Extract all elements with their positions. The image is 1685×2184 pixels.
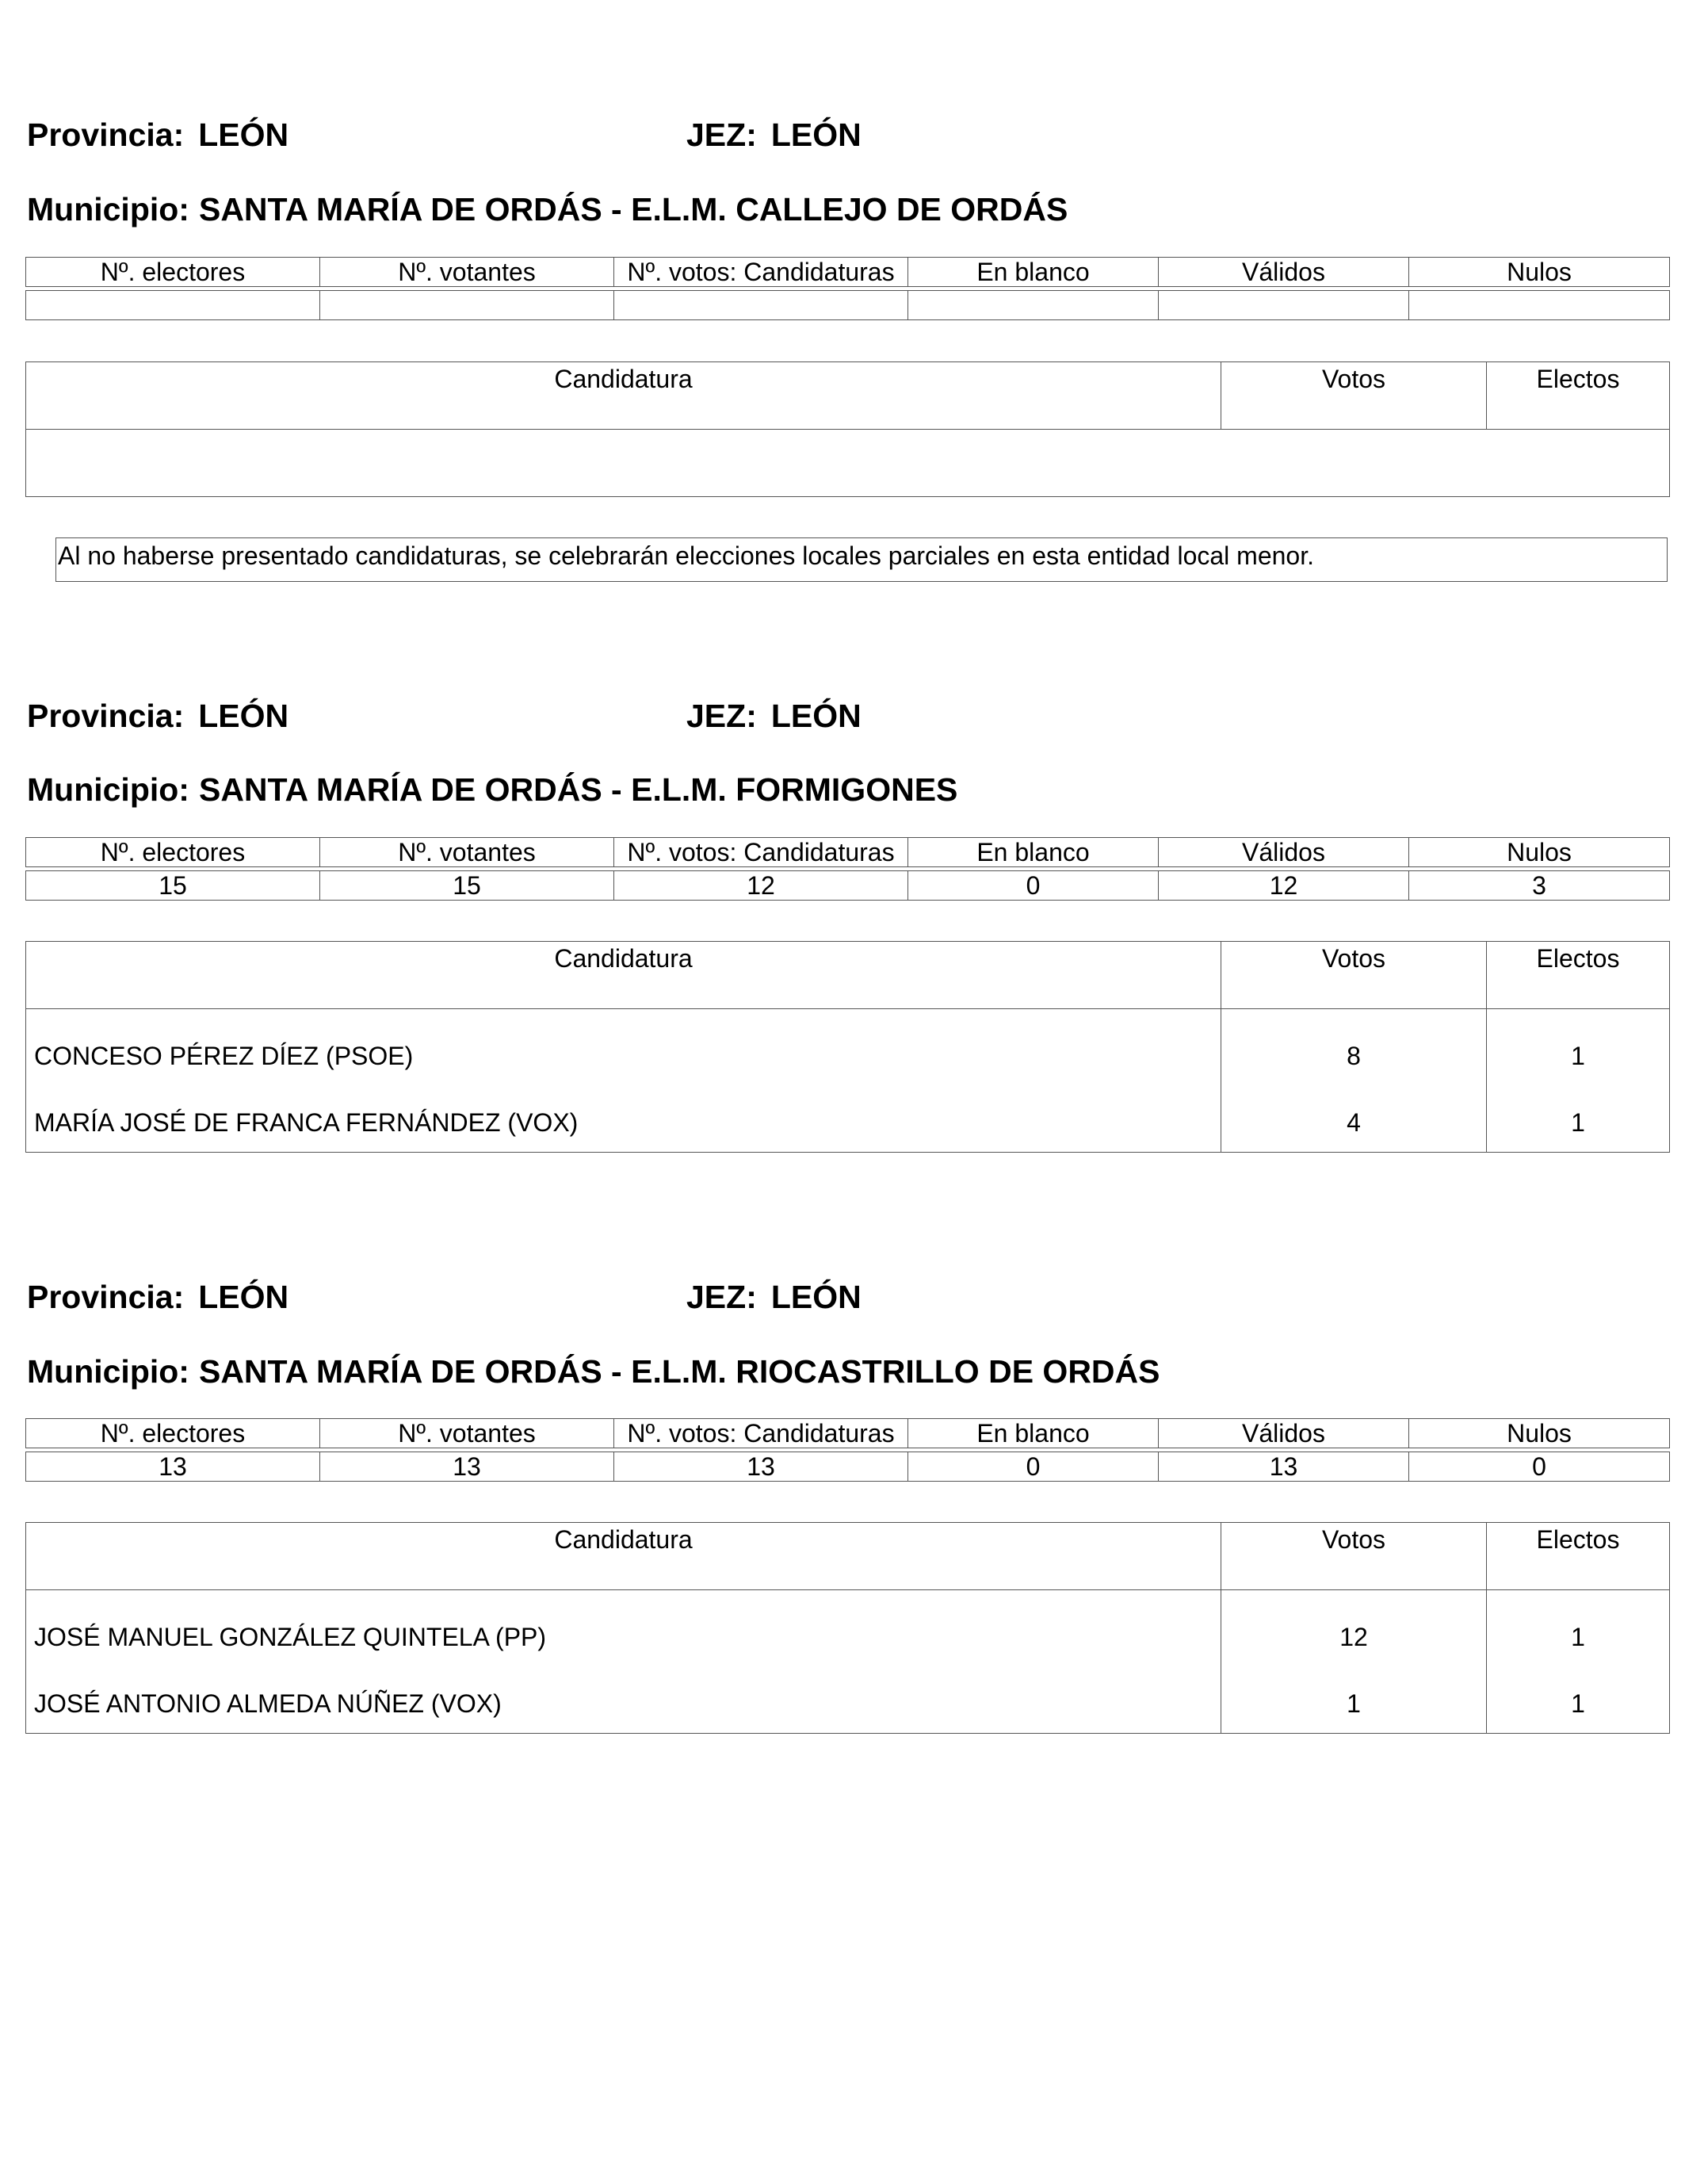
provincia-header xyxy=(27,119,288,151)
header-electos: Electos xyxy=(1487,1523,1670,1590)
header-votos-candidaturas: Nº. votos: Candidaturas xyxy=(614,1419,908,1448)
candidaturas-table xyxy=(25,1522,1670,1734)
municipio-label: Municipio: xyxy=(27,771,189,808)
candidaturas-header-row xyxy=(26,1523,1670,1590)
stats-header-row xyxy=(26,838,1670,867)
candidaturas-table xyxy=(25,361,1670,497)
value-votantes xyxy=(320,291,614,320)
stats-header-row xyxy=(26,258,1670,287)
header-en-blanco: En blanco xyxy=(908,838,1159,867)
value-en-blanco: 0 xyxy=(908,871,1159,901)
header-votos-candidaturas: Nº. votos: Candidaturas xyxy=(614,838,908,867)
value-electores: 15 xyxy=(26,871,320,901)
jez-label: JEZ: xyxy=(686,117,757,153)
municipio-value: SANTA MARÍA DE ORDÁS - E.L.M. FORMIGONES xyxy=(198,771,958,808)
provincia-label: Provincia: xyxy=(27,117,185,153)
value-en-blanco: 0 xyxy=(908,1452,1159,1482)
municipio-header xyxy=(27,1353,1160,1390)
header-candidatura: Candidatura xyxy=(26,942,1221,1009)
candidato-electos: 1 xyxy=(1487,1590,1670,1667)
value-electores xyxy=(26,291,320,320)
candidato-row xyxy=(26,1666,1670,1734)
stats-table xyxy=(25,1418,1670,1482)
header-candidatura: Candidatura xyxy=(26,1523,1221,1590)
stats-value-row xyxy=(26,291,1670,320)
value-votos-candidaturas: 12 xyxy=(614,871,908,901)
value-validos xyxy=(1159,291,1409,320)
header-validos: Válidos xyxy=(1159,838,1409,867)
candidato-nombre: JOSÉ MANUEL GONZÁLEZ QUINTELA (PP) xyxy=(26,1590,1221,1667)
header-votos-candidaturas: Nº. votos: Candidaturas xyxy=(614,258,908,287)
provincia-value: LEÓN xyxy=(198,698,289,734)
stats-header-row xyxy=(26,1419,1670,1448)
header-validos: Válidos xyxy=(1159,1419,1409,1448)
notice-box: Al no haberse presentado candidaturas, se celebrarán elecciones locales parciales en esta entidad local menor. xyxy=(55,537,1668,582)
provincia-header xyxy=(27,1281,288,1314)
candidaturas-table xyxy=(25,941,1670,1153)
header-votos: Votos xyxy=(1221,1523,1487,1590)
header-nulos: Nulos xyxy=(1409,258,1670,287)
candidato-votos: 12 xyxy=(1221,1590,1487,1667)
municipio-label: Municipio: xyxy=(27,191,189,228)
jez-label: JEZ: xyxy=(686,698,757,734)
candidaturas-header-row xyxy=(26,362,1670,430)
header-nulos: Nulos xyxy=(1409,838,1670,867)
candidato-row xyxy=(26,1590,1670,1667)
header-candidatura: Candidatura xyxy=(26,362,1221,430)
header-votantes: Nº. votantes xyxy=(320,1419,614,1448)
candidato-nombre: JOSÉ ANTONIO ALMEDA NÚÑEZ (VOX) xyxy=(26,1666,1221,1734)
candidato-electos: 1 xyxy=(1487,1085,1670,1153)
municipio-header xyxy=(27,193,1068,226)
header-votantes: Nº. votantes xyxy=(320,258,614,287)
provincia-label: Provincia: xyxy=(27,698,185,734)
provincia-value: LEÓN xyxy=(198,1279,289,1315)
candidato-electos: 1 xyxy=(1487,1666,1670,1734)
candidato-votos: 4 xyxy=(1221,1085,1487,1153)
header-votos: Votos xyxy=(1221,362,1487,430)
jez-header xyxy=(686,1281,862,1314)
stats-value-row xyxy=(26,871,1670,901)
candidato-nombre: MARÍA JOSÉ DE FRANCA FERNÁNDEZ (VOX) xyxy=(26,1085,1221,1153)
stats-value-row xyxy=(26,1452,1670,1482)
provincia-label: Provincia: xyxy=(27,1279,185,1315)
municipio-header xyxy=(27,771,958,808)
candidato-electos: 1 xyxy=(1487,1009,1670,1086)
header-votos: Votos xyxy=(1221,942,1487,1009)
header-nulos: Nulos xyxy=(1409,1419,1670,1448)
jez-value: LEÓN xyxy=(770,117,862,153)
value-en-blanco xyxy=(908,291,1159,320)
municipio-value: SANTA MARÍA DE ORDÁS - E.L.M. RIOCASTRILLO DE ORDÁS xyxy=(198,1353,1160,1390)
header-electores: Nº. electores xyxy=(26,258,320,287)
provincia-value: LEÓN xyxy=(198,117,289,153)
candidato-row xyxy=(26,1009,1670,1086)
candidato-row xyxy=(26,1085,1670,1153)
value-validos: 13 xyxy=(1159,1452,1409,1482)
candidato-votos: 8 xyxy=(1221,1009,1487,1086)
jez-header xyxy=(686,700,862,732)
candidato-nombre: CONCESO PÉREZ DÍEZ (PSOE) xyxy=(26,1009,1221,1086)
jez-value: LEÓN xyxy=(770,698,862,734)
municipio-value: SANTA MARÍA DE ORDÁS - E.L.M. CALLEJO DE ORDÁS xyxy=(198,191,1068,228)
value-nulos: 3 xyxy=(1409,871,1670,901)
value-nulos: 0 xyxy=(1409,1452,1670,1482)
value-votos-candidaturas: 13 xyxy=(614,1452,908,1482)
jez-header xyxy=(686,119,862,151)
header-en-blanco: En blanco xyxy=(908,258,1159,287)
header-validos: Válidos xyxy=(1159,258,1409,287)
value-votantes: 15 xyxy=(320,871,614,901)
header-electores: Nº. electores xyxy=(26,838,320,867)
candidato-votos: 1 xyxy=(1221,1666,1487,1734)
value-nulos xyxy=(1409,291,1670,320)
value-electores: 13 xyxy=(26,1452,320,1482)
header-votantes: Nº. votantes xyxy=(320,838,614,867)
provincia-header xyxy=(27,700,288,732)
header-electos: Electos xyxy=(1487,362,1670,430)
header-en-blanco: En blanco xyxy=(908,1419,1159,1448)
value-validos: 12 xyxy=(1159,871,1409,901)
empty-row xyxy=(26,430,1670,497)
stats-table xyxy=(25,257,1670,320)
header-electores: Nº. electores xyxy=(26,1419,320,1448)
header-electos: Electos xyxy=(1487,942,1670,1009)
stats-table xyxy=(25,837,1670,901)
jez-value: LEÓN xyxy=(770,1279,862,1315)
candidaturas-header-row xyxy=(26,942,1670,1009)
value-votantes: 13 xyxy=(320,1452,614,1482)
value-votos-candidaturas xyxy=(614,291,908,320)
jez-label: JEZ: xyxy=(686,1279,757,1315)
municipio-label: Municipio: xyxy=(27,1353,189,1390)
